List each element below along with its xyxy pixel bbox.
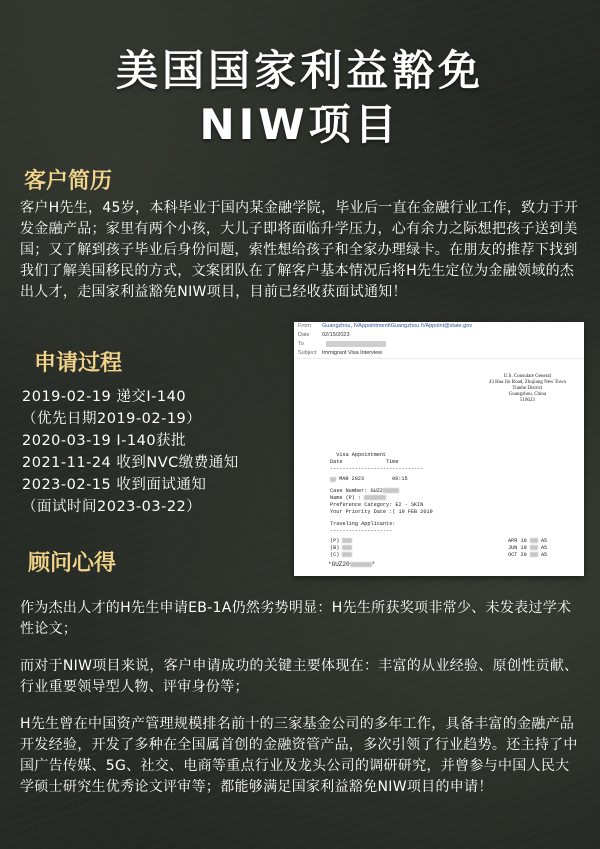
email-date-label: Date xyxy=(298,332,310,338)
timeline-list xyxy=(22,386,292,518)
applicant-name xyxy=(330,495,433,502)
address-line: Tianhe District xyxy=(512,386,543,391)
appointment-underline: ------------------------------ xyxy=(330,465,424,472)
preference-category: Preference Category: E2 - SKIN xyxy=(330,501,424,508)
address-line: Guangzhou, China xyxy=(508,392,547,397)
email-from-label: From xyxy=(298,323,311,329)
letter-body xyxy=(302,374,576,572)
travel-underline: -------------------- xyxy=(330,528,393,535)
redacted-mark xyxy=(530,538,538,543)
email-subject-row xyxy=(298,349,584,358)
timeline-item: 2021-11-24 收到NVC缴费通知 xyxy=(22,455,239,471)
applicant-tag: (B) xyxy=(330,544,340,551)
page-title-line1: 美国国家利益豁免 xyxy=(115,46,484,95)
applicant-list xyxy=(330,538,352,558)
page-title-line2: NIW项目 xyxy=(199,100,401,149)
appt-time-col: Time xyxy=(386,458,399,465)
name-label: Name (P) : xyxy=(330,494,362,501)
email-subject-value: Immigrant Visa Interview xyxy=(322,350,383,356)
applicant-date-row xyxy=(508,545,547,552)
applicant-date: APR 19 xyxy=(508,538,527,544)
email-from-value: Guangzhou, IVAppointment\Guangzhou IVAppoint@state.gov xyxy=(322,323,473,329)
redacted-day xyxy=(330,477,336,482)
applicant-code: A5 xyxy=(540,544,548,551)
redacted-footer xyxy=(350,562,372,567)
email-from-row xyxy=(298,322,584,331)
redacted-mark xyxy=(530,552,538,557)
consulate-address xyxy=(489,374,566,404)
email-screenshot xyxy=(294,322,584,576)
email-date-row xyxy=(298,331,584,340)
appointment-title-text: Visa Appointment xyxy=(336,452,387,458)
timeline-item: 2020-03-19 I-140获批 xyxy=(22,433,187,449)
footer-end: * xyxy=(371,561,376,569)
appointment-columns xyxy=(330,459,433,466)
priority-date: Your Priority Date :( 19 FEB 2019 xyxy=(330,508,433,515)
email-to-label: To xyxy=(298,341,304,347)
applicant-tag: (C) xyxy=(330,551,340,558)
applicant-code: A5 xyxy=(540,551,548,558)
address-line: 43 Hua Jiu Road, Zhujiang New Town xyxy=(488,380,566,385)
appt-date: MAR 2023 xyxy=(339,476,365,483)
applicant-row xyxy=(330,545,352,552)
appointment-values xyxy=(330,476,433,483)
applicant-tag: (P) xyxy=(330,538,340,544)
appt-date-col: Date xyxy=(330,458,343,465)
timeline-item: 2023-02-15 收到面试通知 xyxy=(22,477,207,493)
redacted-recipient xyxy=(326,341,386,347)
applicant-date-row xyxy=(508,552,547,559)
timeline-item: （优先日期2019-02-19） xyxy=(22,411,202,427)
redacted-applicant xyxy=(342,552,352,557)
insight-paragraph-2: 而对于NIW项目来说，客户申请成功的关键主要体现在：丰富的从业经验、原创性贡献、行业重要领导型人物、评审身份等； xyxy=(20,658,579,695)
applicant-row xyxy=(330,552,352,559)
section-heading-profile: 客户简历 xyxy=(24,169,113,194)
applicant-date: OCT 20 xyxy=(508,551,527,558)
travel-label: Traveling Applicants: xyxy=(330,521,396,528)
applicant-row xyxy=(330,538,352,545)
email-subject-label: Subject xyxy=(298,350,317,356)
email-date-value: 02/15/2023 xyxy=(322,332,350,338)
applicant-date-row xyxy=(508,538,547,545)
appointment-title xyxy=(330,452,433,459)
insight-paragraph-1: 作为杰出人才的H先生申请EB-1A仍然劣势明显：H先生所获奖项非常少、未发表过学术性论文； xyxy=(20,600,572,637)
case-number xyxy=(330,488,433,495)
profile-paragraph: 客户H先生，45岁，本科毕业于国内某金融学院，毕业后一直在金融行业工作，致力于开发金融产品；家里有两个小孩，大儿子即将面临升学压力，心有余力之际想把孩子送到美国；又了解到孩子毕业后身份问题，索性想给孩子和全家办理绿卡。在朋友的推荐下找到我们了解美国移民的方式，文案团队在了解客户基本情况后将H先生定位为金融领域的杰出人才，走国家利益豁免NIW项目，目前已经收获面试通知！ xyxy=(20,200,579,300)
redacted-applicant xyxy=(342,538,352,543)
address-line: U.S. Consulate General xyxy=(503,374,552,379)
case-number-text: Case Number: GUZ2 xyxy=(330,488,383,495)
email-to-row xyxy=(298,340,584,349)
applicant-date: JUN 19 xyxy=(508,544,527,551)
section-heading-insight: 顾问心得 xyxy=(28,551,117,576)
barcode-footer xyxy=(328,562,375,569)
address-line: 510623 xyxy=(519,398,535,403)
timeline-item: （面试时间2023-03-22） xyxy=(22,499,202,515)
section-heading-process: 申请过程 xyxy=(34,351,123,376)
redacted-case xyxy=(383,488,399,493)
insight-paragraph-3: H先生曾在中国资产管理规模排名前十的三家基金公司的多年工作，具备丰富的金融产品开发经验，开发了多种在全国属首创的金融资管产品，多次引领了行业趋势。还主持了中国广告传媒、5G、社交、电商等重点行业及龙头公司的调研研究，并曾参与中国人民大学硕士研究生优秀论文评审等；都能够满足国家利益豁免NIW项目的申请！ xyxy=(20,716,578,795)
appt-time: 09:15 xyxy=(392,476,408,483)
timeline-item: 2019-02-19 递交I-140 xyxy=(22,389,187,405)
email-header xyxy=(294,322,584,359)
applicant-code: A5 xyxy=(540,538,548,544)
applicant-dates xyxy=(508,538,547,558)
redacted-mark xyxy=(530,545,538,550)
footer-code: *GUZ20 xyxy=(328,561,350,569)
redacted-name xyxy=(364,495,386,500)
redacted-applicant xyxy=(342,545,352,550)
appointment-block xyxy=(330,452,433,535)
